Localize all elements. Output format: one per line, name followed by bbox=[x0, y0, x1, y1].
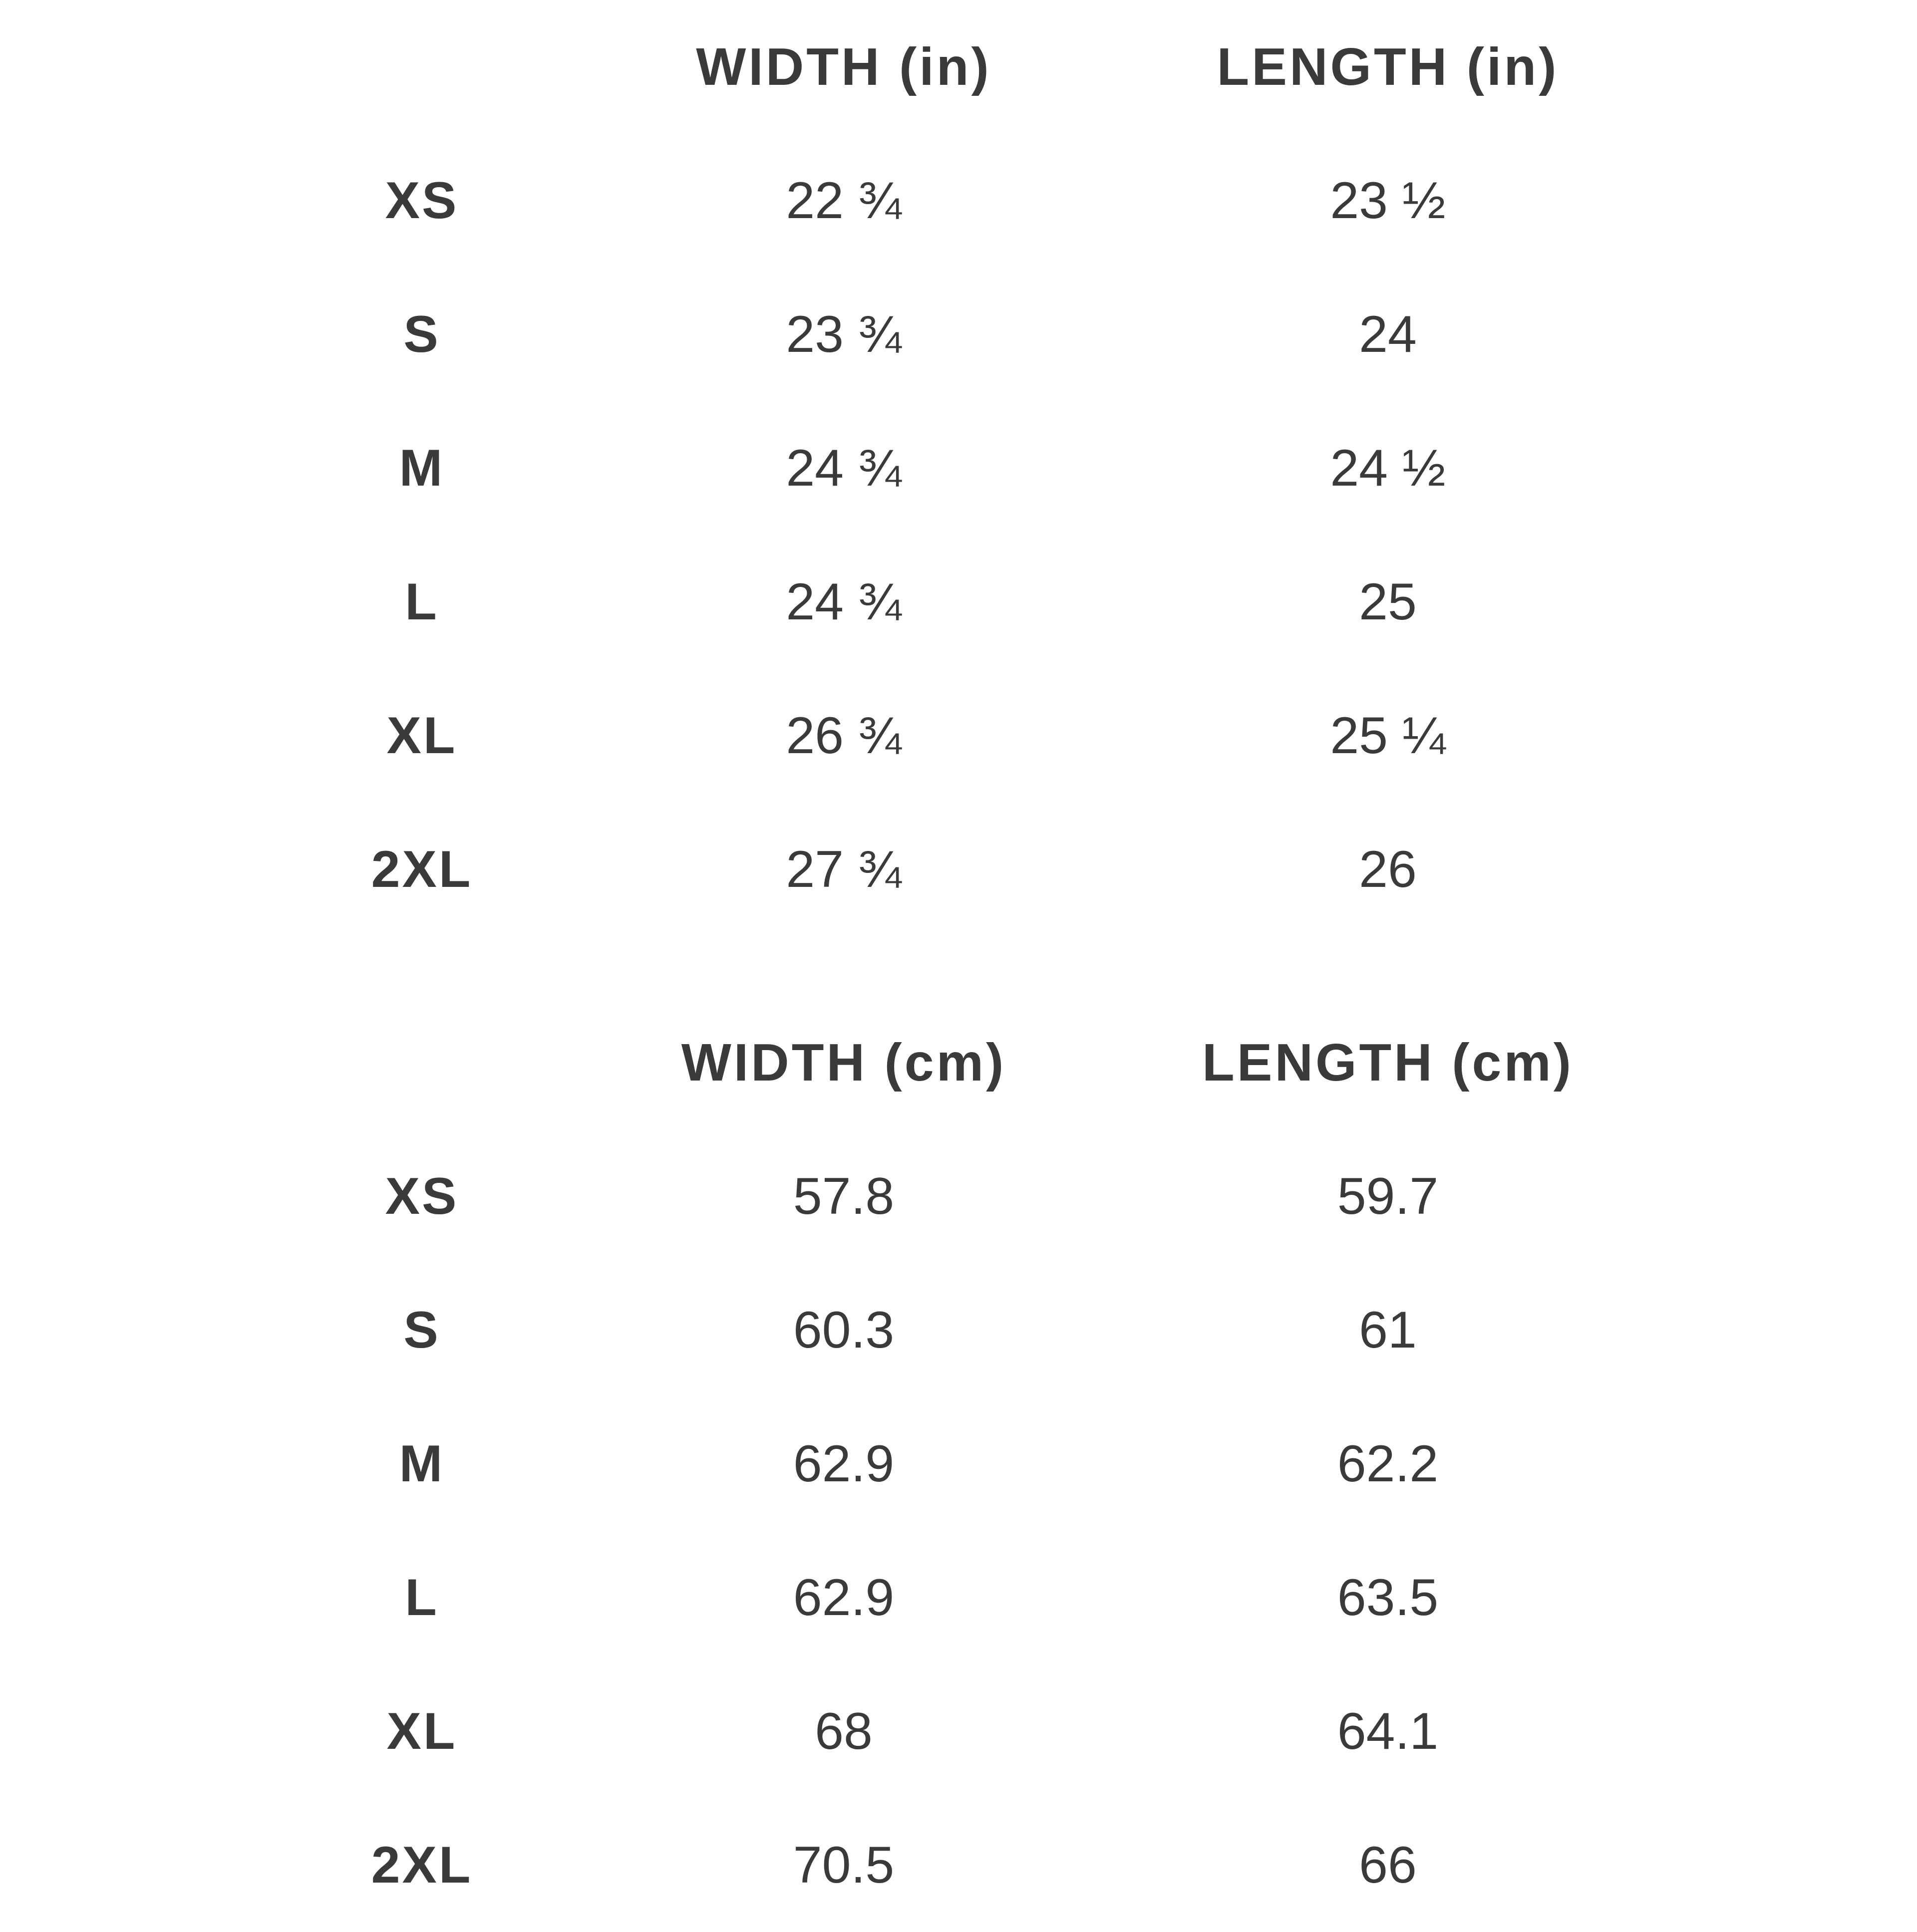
length-value: 62.2 bbox=[1337, 1435, 1439, 1493]
length-value: 25 bbox=[1359, 573, 1417, 631]
table-row bbox=[0, 134, 1917, 268]
length-value: 59.7 bbox=[1337, 1167, 1439, 1225]
size-label: M bbox=[399, 439, 445, 497]
table-row bbox=[0, 1664, 1917, 1798]
size-label: XS bbox=[385, 1167, 459, 1225]
table-row bbox=[0, 401, 1917, 535]
size-label: M bbox=[399, 1435, 445, 1493]
length-value: 25 ¼ bbox=[1330, 707, 1446, 765]
width-value: 23 ¾ bbox=[786, 305, 902, 363]
header-size bbox=[310, 0, 534, 134]
table-row bbox=[0, 1798, 1917, 1932]
width-value: 60.3 bbox=[793, 1301, 895, 1359]
size-label: 2XL bbox=[371, 1836, 473, 1894]
length-value: 24 bbox=[1359, 305, 1417, 363]
table-header-row bbox=[0, 996, 1917, 1129]
size-label: XL bbox=[386, 1702, 457, 1760]
table-row bbox=[0, 535, 1917, 669]
table-row bbox=[0, 1397, 1917, 1531]
size-label: L bbox=[405, 573, 439, 631]
width-value: 22 ¾ bbox=[786, 172, 902, 230]
width-value: 24 ¾ bbox=[786, 439, 902, 497]
length-value: 66 bbox=[1359, 1836, 1417, 1894]
size-label: XL bbox=[386, 707, 457, 765]
width-value: 62.9 bbox=[793, 1569, 895, 1627]
table-row bbox=[0, 1263, 1917, 1397]
table-row bbox=[0, 268, 1917, 401]
width-value: 27 ¾ bbox=[786, 840, 902, 898]
width-value: 26 ¾ bbox=[786, 707, 902, 765]
length-value: 61 bbox=[1359, 1301, 1417, 1359]
header-size bbox=[310, 996, 534, 1129]
size-label: 2XL bbox=[371, 840, 473, 898]
size-label: S bbox=[403, 305, 440, 363]
length-value: 64.1 bbox=[1337, 1702, 1439, 1760]
table-row bbox=[0, 669, 1917, 803]
length-value: 24 ½ bbox=[1330, 439, 1446, 497]
width-value: 24 ¾ bbox=[786, 573, 902, 631]
width-value: 70.5 bbox=[793, 1836, 895, 1894]
header-width: WIDTH (in) bbox=[696, 37, 991, 96]
header-width: WIDTH (cm) bbox=[681, 1033, 1006, 1092]
table-row bbox=[0, 1129, 1917, 1263]
length-value: 23 ½ bbox=[1330, 172, 1446, 230]
table-row bbox=[0, 803, 1917, 936]
length-value: 26 bbox=[1359, 840, 1417, 898]
table-row bbox=[0, 1531, 1917, 1664]
width-value: 68 bbox=[815, 1702, 873, 1760]
length-value: 63.5 bbox=[1337, 1569, 1439, 1627]
header-length: LENGTH (cm) bbox=[1202, 1033, 1574, 1092]
size-table-inches bbox=[0, 0, 1917, 936]
header-length: LENGTH (in) bbox=[1217, 37, 1559, 96]
table-header-row bbox=[0, 0, 1917, 134]
size-label: L bbox=[405, 1569, 439, 1627]
size-label: XS bbox=[385, 172, 459, 230]
size-table-centimeters bbox=[0, 996, 1917, 1932]
width-value: 62.9 bbox=[793, 1435, 895, 1493]
size-label: S bbox=[403, 1301, 440, 1359]
width-value: 57.8 bbox=[793, 1167, 895, 1225]
